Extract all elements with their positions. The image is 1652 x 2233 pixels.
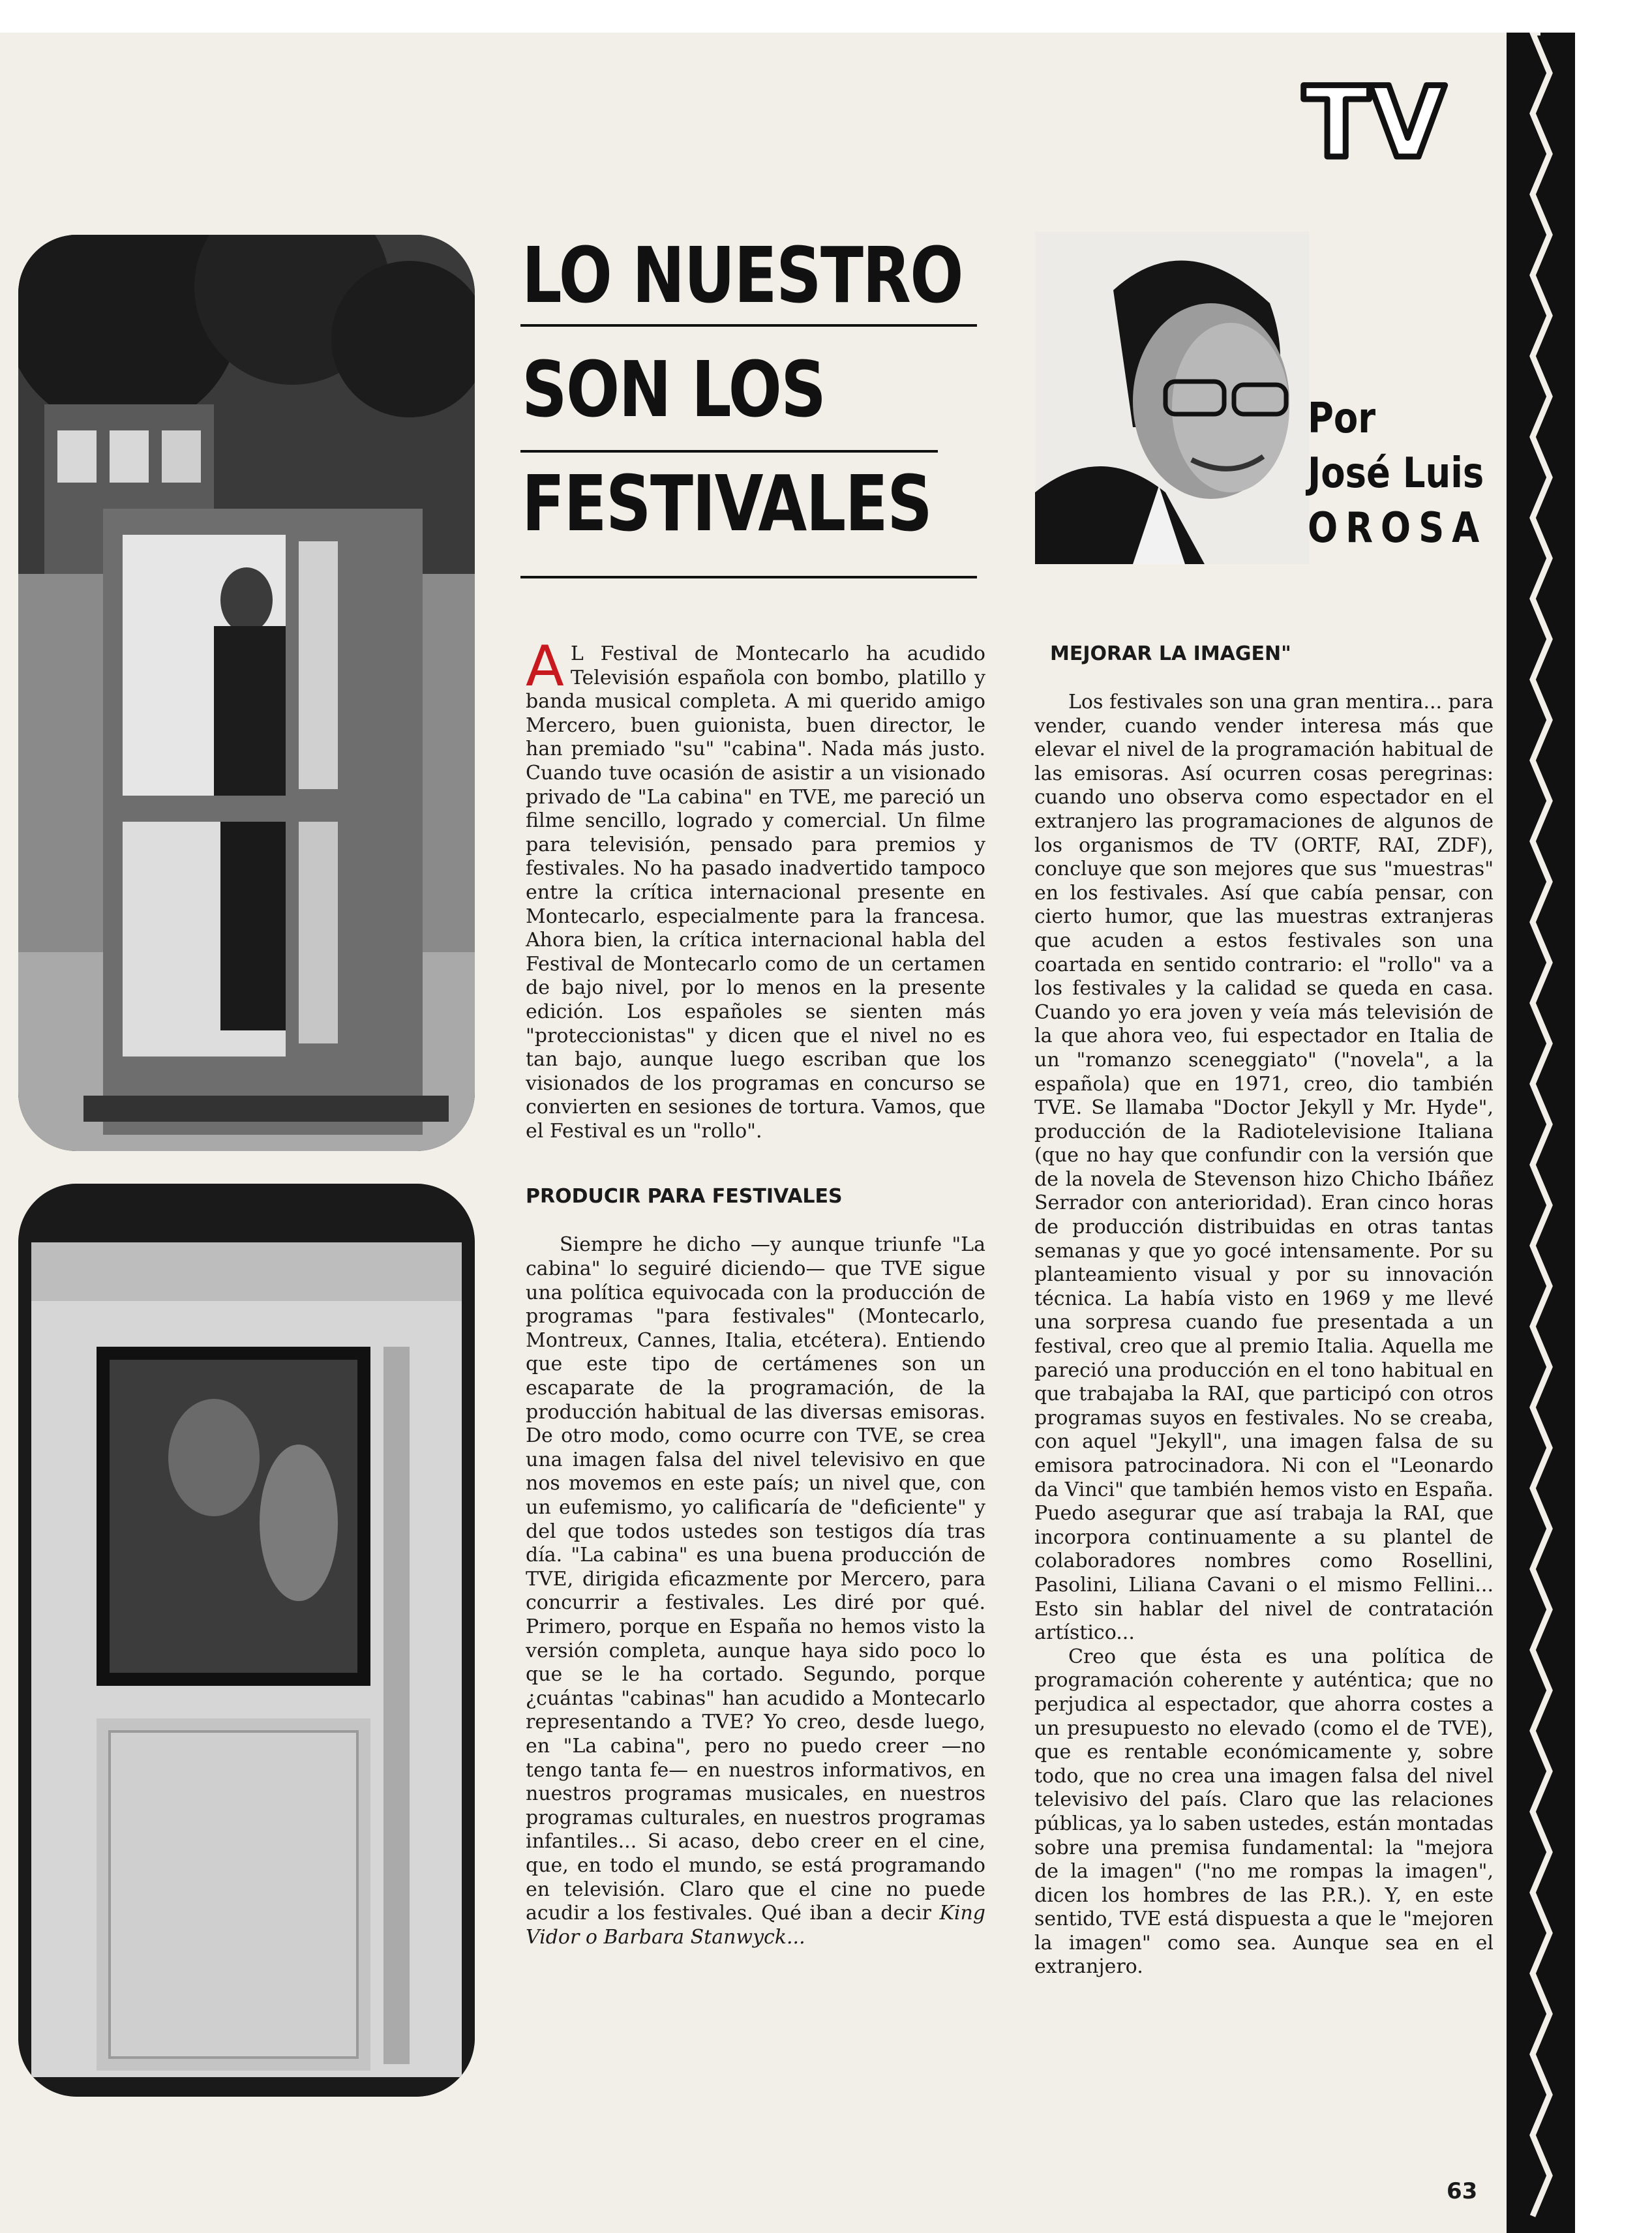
paragraph-festivales: Los festivales son una gran mentira... para vender, cuando vender interesa más que elevar el nivel de la programación habitual de las emisoras. Así ocurren cosas peregrinas: cuando uno observa como espectador en el extranjero las programaciones de algunos de los organismos de TV (ORTF, RAI, ZDF), concluye que son mejores que sus "muestras" en los festivales. Así que cabía pensar, con cierto humor, que las muestras extranjeras que acuden a estos festivales son una coartada en sentido contrario: el "rollo" va a los festivales y la calidad se queda en casa. Cuando yo era joven y veía más televisión de la que ahora veo, fui espectador en Italia de un "romanzo sceneggiato" ("novela", a la española) que en 1971, creo, dio también TVE. Se llamaba "Doctor Jekyll y Mr. Hyde", producción de la Radiotelevisione Italiana (que no hay que confundir con la versión que de la novela de Stevenson hizo Chicho Ibáñez Serrador con anterioridad). Eran cinco horas de producción distribuidas en otras tantas semanas y que yo gocé intensamente. Por su planteamiento visual y por su innovación técnica. La había visto en 1969 y me llevé una sorpresa cuando fue presentada a un festival, creo que al premio Italia. Aquella me pareció una producción en el tono habitual en que trabajaba la RAI, que participó con otros programas suyos en festivales. No se creaba, con aquel "Jekyll", una imagen falsa de su emisora patrocinadora. Ni con el "Leonardo da Vinci" que también hemos visto en España. Puedo asegurar que así trabaja la RAI, que incorpora continuamente a su plantel de colaboradores nombres como Rosellini, Pasolini, Liliana Cavani o el mismo Fellini... Esto sin hablar del nivel de contratación artístico... <box>1034 691 1494 1645</box>
dropcap: A <box>526 634 564 699</box>
paragraph-producir-italic: King Vidor o Barbara Stanwyck... <box>526 1902 985 1949</box>
page-number: 63 <box>1447 2178 1478 2204</box>
headline-line-3: FESTIVALES <box>522 458 932 548</box>
paragraph-politica: Creo que ésta es una política de programación coherente y auténtica; que no perjudica al espectador, que ahorra costes a un presupuesto no elevado (como el de TVE), que es rentable económicamente y, sobre todo, que no crea una imagen falsa del nivel televisivo del país. Claro que las relaciones públicas, ya lo saben ustedes, están montadas sobre una premisa fundamental: la "mejora de la imagen" ("no me rompas la imagen", dicen los hombres de las P.R.). Y, en este sentido, TVE está dispuesta a que le "mejoren la imagen" como sea. Aunque sea en el extranjero. <box>1034 1645 1494 1979</box>
intro-text: L Festival de Montecarlo ha acudido Televisión española con bombo, platillo y banda musical completa. A mi querido amigo Mercero, buen guionista, buen director, le han premiado "su" "cabina". Nada más justo. Cuando tuve ocasión de asistir a un visionado privado de "La cabina" en TVE, me pareció un filme sencillo, logrado y comercial. Un filme para televisión, pensado para premios y festivales. No ha pasado inadvertido tampoco entre la crítica internacional presente en Montecarlo, especialmente para la francesa. Ahora bien, la crítica internacional habla del Festival de Montecarlo como de un certamen de bajo nivel, por lo menos en la presente edición. Los españoles se sienten más "proteccionistas" y dicen que el nivel no es tan bajo, aunque luego escriban que los visionados de los programas en concurso se convierten en sesiones de tortura. Vamos, que el Festival es un "rollo". <box>526 642 985 1143</box>
article-headline <box>522 218 963 561</box>
subhead-producir: PRODUCIR PARA FESTIVALES <box>526 1185 843 1208</box>
article-column-left <box>526 634 985 1949</box>
byline-prefix: Por <box>1308 395 1376 443</box>
article-column-right <box>1034 642 1494 1979</box>
paragraph-producir <box>526 1233 985 1949</box>
byline-first-name: José Luis <box>1308 449 1484 498</box>
byline-surname: OROSA <box>1308 504 1488 552</box>
subhead-mejorar: MEJORAR LA IMAGEN" <box>1050 642 1291 665</box>
tv-logo-text: TV <box>1303 72 1446 170</box>
headline-rule <box>520 450 938 453</box>
author-portrait <box>1035 232 1309 564</box>
intro-paragraph <box>526 634 985 1143</box>
headline-rule <box>520 576 977 578</box>
phone-booth-closeup-photo <box>18 1184 475 2097</box>
phone-booth-street-photo <box>18 235 475 1151</box>
author-byline <box>1308 391 1487 556</box>
zigzag-border <box>1507 33 1575 2233</box>
headline-line-2: SON LOS <box>522 344 826 434</box>
headline-line-1: LO NUESTRO <box>522 230 963 320</box>
headline-rule <box>520 324 977 327</box>
tv-section-logo <box>1298 72 1494 170</box>
paragraph-producir-text: Siempre he dicho —y aunque triunfe "La cabina" lo seguiré diciendo— que TVE sigue una política equivocada con la producción de programas "para festivales" (Montecarlo, Montreux, Cannes, Italia, etcétera). Entiendo que este tipo de certámenes son un escaparate de la programación, de la producción habitual de las diversas emisoras. De otro modo, como ocurre con TVE, se crea una imagen falsa del nivel televisivo en que nos movemos en este país; un nivel que, con un eufemismo, yo calificaría de "deficiente" y del que todos ustedes son testigos día tras día. "La cabina" es una buena producción de TVE, dirigida eficazmente por Mercero, para concurrir a festivales. Les diré por qué. Primero, porque en España no hemos visto la versión completa, aunque haya sido poco lo que se le ha cortado. Segundo, porque ¿cuántas "cabinas" han acudido a Montecarlo representando a TVE? Yo creo, desde luego, en "La cabina", pero no puedo creer —no tengo tanta fe— en nuestros informativos, en nuestros programas musicales, en nuestros programas culturales, en nuestros programas infantiles... Si acaso, debo creer en el cine, que, en todo el mundo, se está programando en televisión. Claro que el cine no puede acudir a los festivales. Qué iban a decir <box>526 1233 985 1925</box>
